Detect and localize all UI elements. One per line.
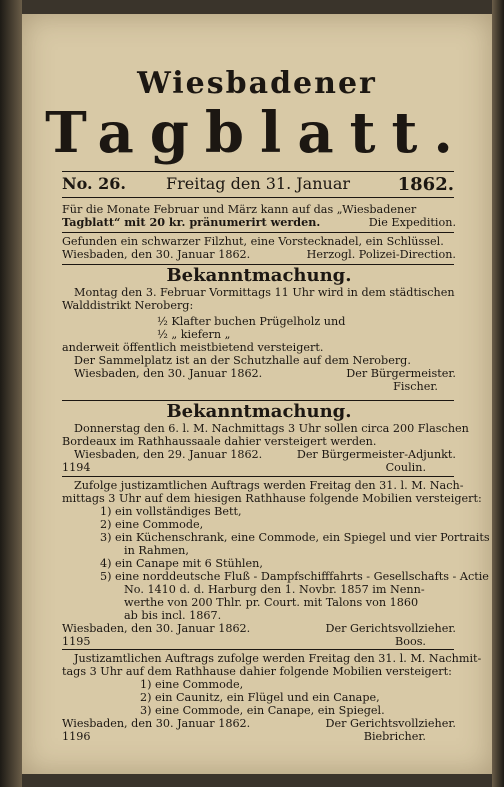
notice-text: Walddistrikt Neroberg: — [62, 299, 194, 312]
masthead-title-line2: Tagblatt. — [45, 100, 469, 166]
notice-text: Zufolge justizamtlichen Auftrags werden Freitag den 31. l. M. Nach- — [74, 479, 464, 492]
notice-number: 1194 — [62, 461, 91, 474]
notice-text: anderweit öffentlich meistbietend versteigert. — [62, 341, 324, 354]
notice-heading: Bekanntmachung. — [166, 401, 352, 422]
notice-text: tags 3 Uhr auf dem Rathhause dahier folgende Mobilien versteigert: — [62, 665, 452, 678]
list-item: 2) ein Caunitz, ein Flügel und ein Canape, — [140, 691, 380, 704]
notice-signature: Der Gerichtsvollzieher. — [325, 717, 456, 730]
notice-subscription — [62, 203, 456, 229]
notice-text: Donnerstag den 6. l. M. Nachmittags 3 Uhr sollen circa 200 Flaschen — [74, 422, 469, 435]
issue-number: No. 26. — [62, 174, 126, 193]
notice-signature: Die Expedition. — [368, 216, 456, 229]
notice-signature: Der Gerichtsvollzieher. — [325, 622, 456, 635]
notice-text: Justizamtlichen Auftrags zufolge werden Freitag den 31. l. M. Nachmit- — [74, 652, 482, 665]
list-item: 1) eine Commode, — [140, 678, 244, 691]
notice-text: ½ Klafter buchen Prügelholz und — [157, 315, 346, 328]
notice-bekanntmachung-1 — [62, 266, 456, 393]
notice-signature: Herzogl. Polizei-Direction. — [306, 248, 456, 261]
notice-found — [62, 235, 456, 261]
notice-signature-name: Boos. — [395, 635, 426, 648]
list-item: 2) eine Commode, — [100, 518, 204, 531]
list-item: 3) eine Commode, ein Canape, ein Spiegel. — [140, 704, 385, 717]
notice-date: Wiesbaden, den 30. Januar 1862. — [74, 367, 263, 380]
divider — [62, 197, 454, 198]
notice-auction-2 — [62, 652, 482, 743]
divider — [62, 171, 454, 172]
notice-heading: Bekanntmachung. — [166, 265, 352, 286]
list-item: ab bis incl. 1867. — [124, 609, 222, 622]
notice-date: Wiesbaden, den 30. Januar 1862. — [62, 717, 251, 730]
notice-text: mittags 3 Uhr auf dem hiesigen Rathhause folgende Mobilien versteigert: — [62, 492, 482, 505]
notice-text: Tagblatt“ mit 20 kr. pränumerirt werden. — [62, 215, 321, 229]
notice-number: 1195 — [62, 635, 91, 648]
notice-number: 1196 — [62, 730, 91, 743]
book-gutter — [0, 0, 22, 787]
newspaper-page — [22, 14, 492, 774]
notice-text: Montag den 3. Februar Vormittags 11 Uhr wird in dem städtischen — [74, 286, 455, 299]
divider — [62, 232, 454, 233]
issue-year: 1862. — [397, 174, 454, 195]
list-item: 4) ein Canape mit 6 Stühlen, — [100, 557, 263, 570]
list-item: in Rahmen, — [124, 544, 189, 557]
list-item: werthe von 200 Thlr. pr. Court. mit Talons von 1860 — [124, 596, 419, 609]
divider — [62, 649, 454, 650]
notice-signature-name: Biebricher. — [363, 730, 426, 743]
notice-date: Wiesbaden, den 29. Januar 1862. — [74, 448, 263, 461]
notice-signature: Der Bürgermeister. — [346, 367, 456, 380]
notice-auction-1 — [62, 479, 490, 648]
notice-text: Gefunden ein schwarzer Filzhut, eine Vorstecknadel, ein Schlüssel. — [62, 235, 444, 248]
issue-date: Freitag den 31. Januar — [165, 174, 350, 193]
notice-date: Wiesbaden, den 30. Januar 1862. — [62, 622, 251, 635]
notice-text: Für die Monate Februar und März kann auf das „Wiesbadener — [62, 203, 417, 216]
list-item: 1) ein vollständiges Bett, — [100, 505, 242, 518]
notice-bekanntmachung-2 — [62, 401, 469, 474]
notice-text: ½ „ kiefern „ — [157, 328, 231, 341]
notice-signature-name: Fischer. — [393, 380, 438, 393]
notice-text: Bordeaux im Rathhaussaale dahier versteigert werden. — [62, 435, 377, 448]
list-item: 5) eine norddeutsche Fluß - Dampfschifffahrts - Gesellschafts - Actie — [100, 570, 489, 583]
masthead-title-line1: Wiesbadener — [137, 66, 377, 101]
notice-signature: Der Bürgermeister-Adjunkt. — [296, 448, 456, 461]
notice-date: Wiesbaden, den 30. Januar 1862. — [62, 248, 251, 261]
notice-text: Der Sammelplatz ist an der Schutzhalle auf dem Neroberg. — [74, 354, 411, 367]
list-item: 3) ein Küchenschrank, eine Commode, ein Spiegel und vier Portraits — [100, 531, 490, 544]
page-edge — [492, 0, 504, 787]
divider — [62, 476, 454, 477]
list-item: No. 1410 d. d. Harburg den 1. Novbr. 1857 im Nenn- — [124, 583, 425, 596]
notice-signature-name: Coulin. — [385, 461, 426, 474]
